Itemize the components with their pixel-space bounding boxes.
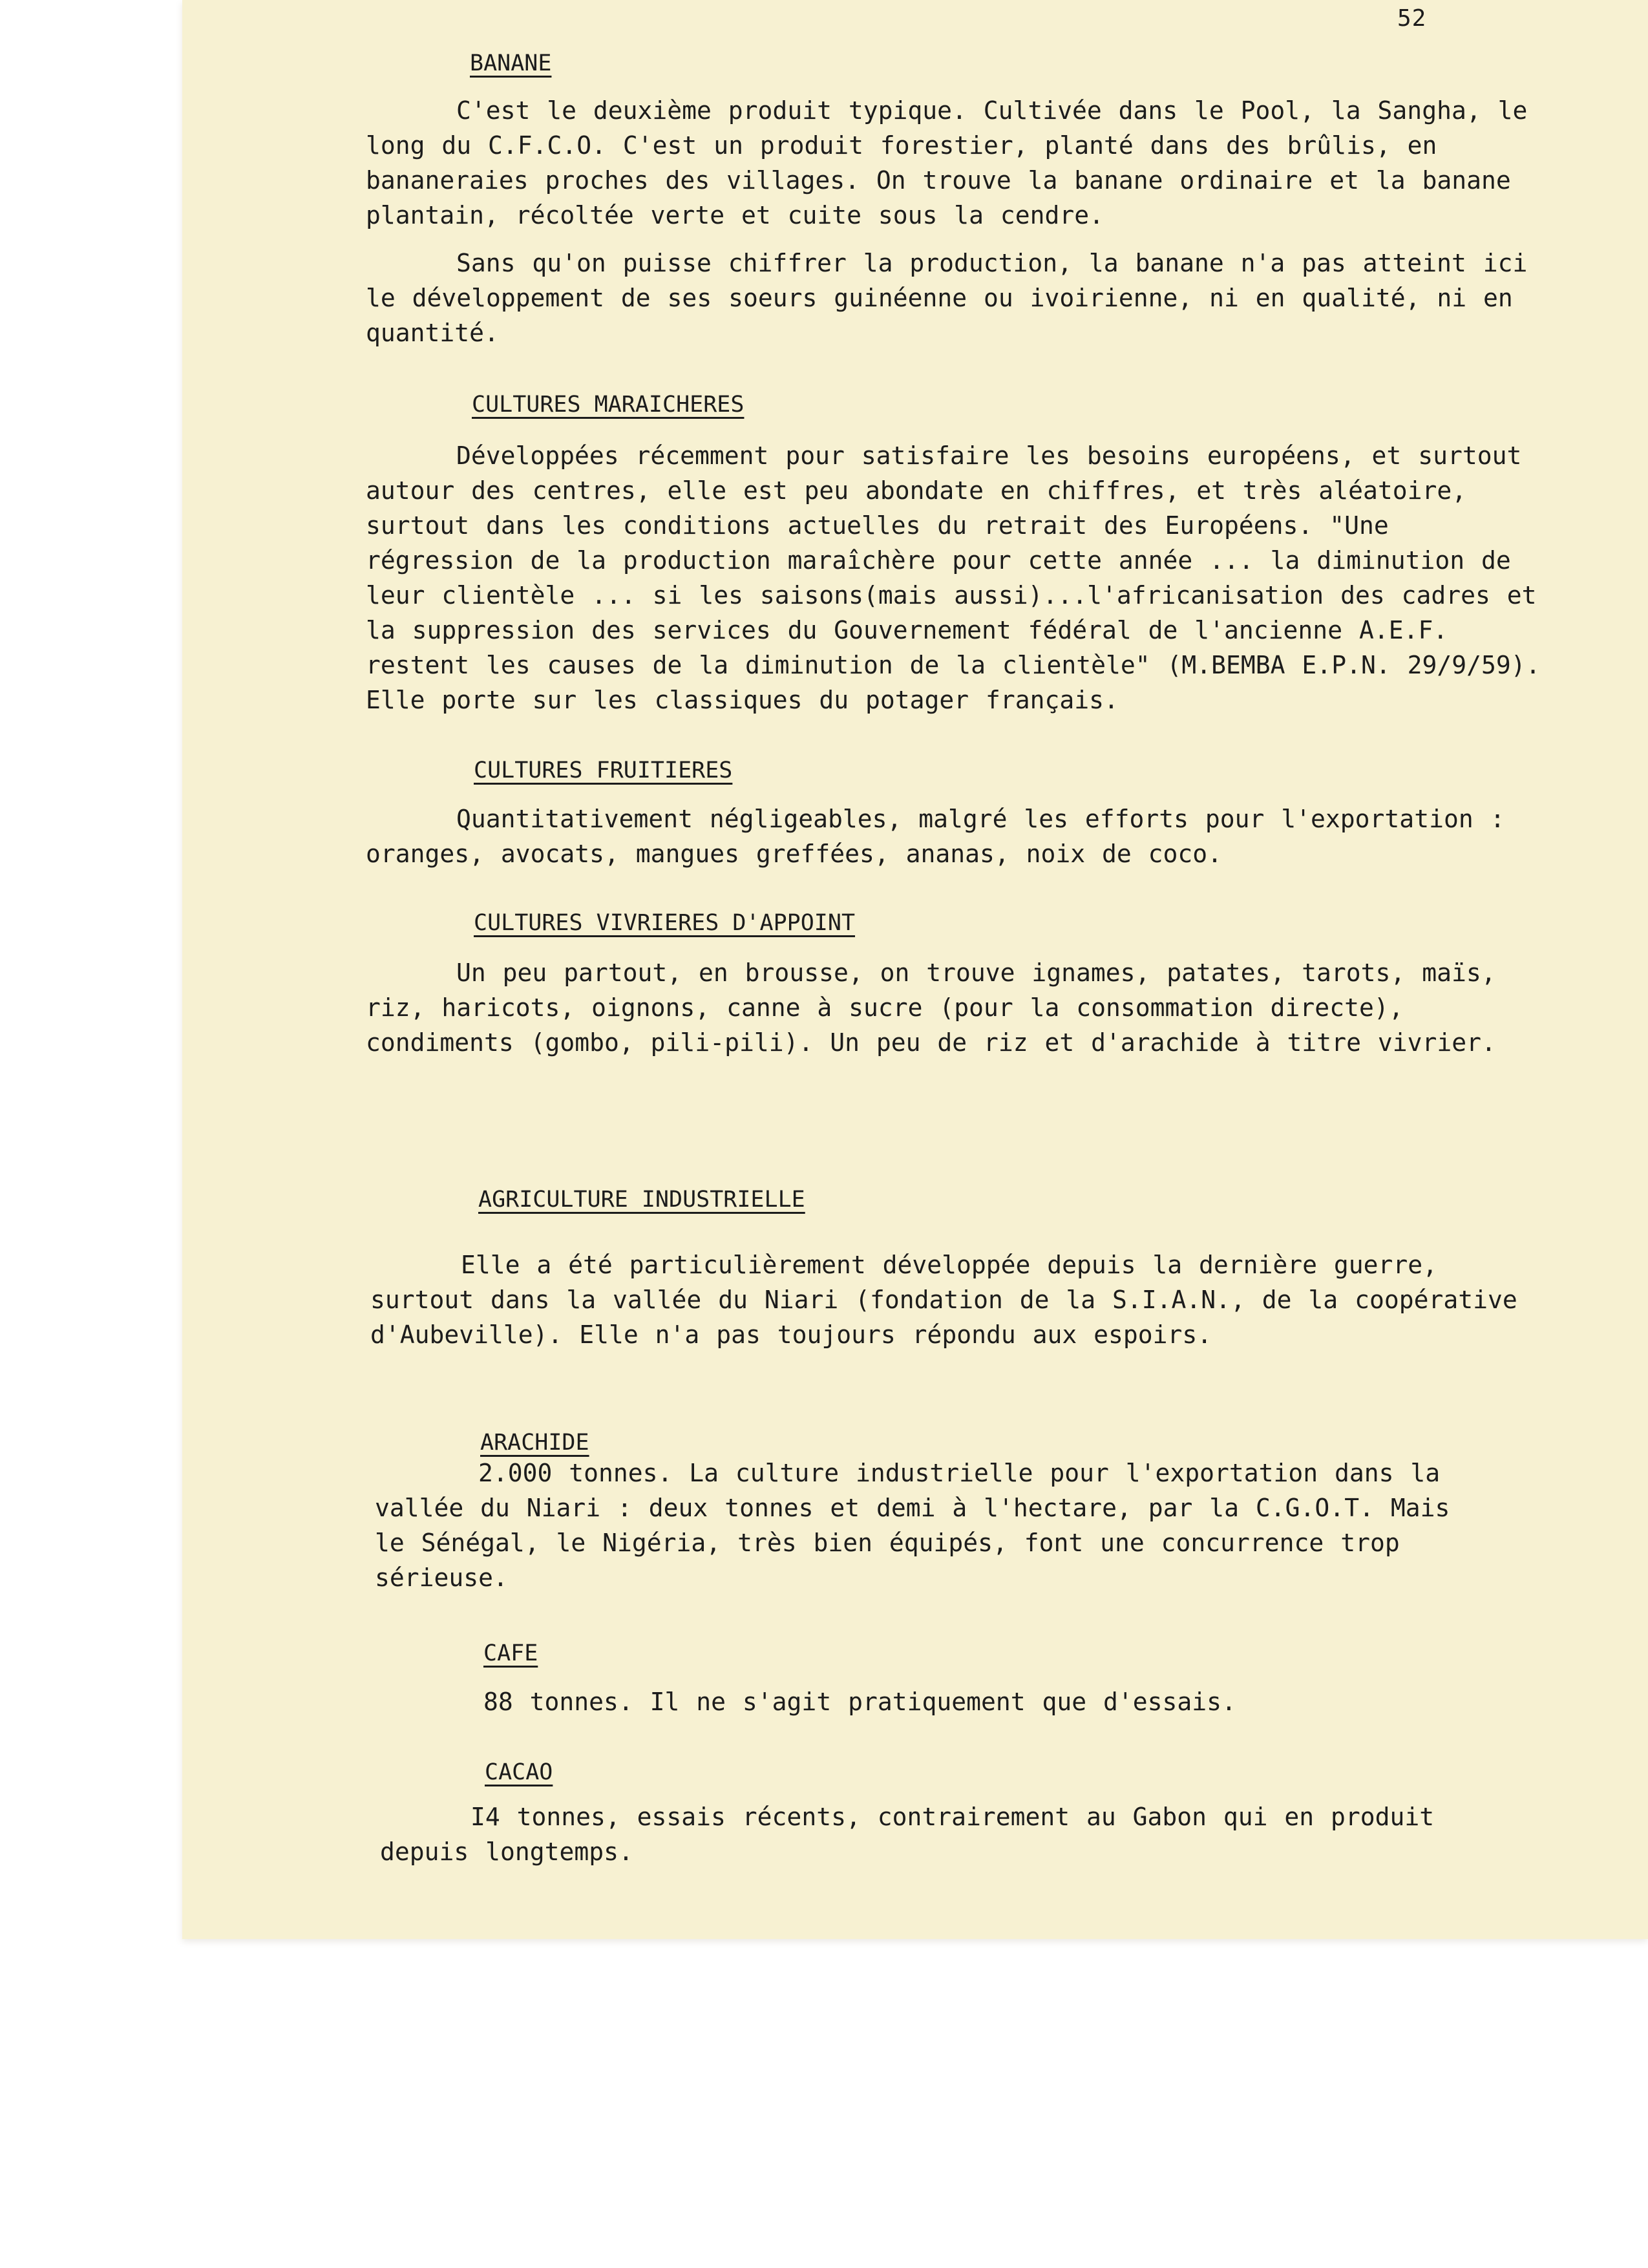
- heading-cultures-vivrieres: CULTURES VIVRIERES D'APPOINT: [474, 910, 856, 936]
- heading-agriculture-industrielle: AGRICULTURE INDUSTRIELLE: [478, 1187, 805, 1213]
- heading-cacao: CACAO: [485, 1759, 553, 1785]
- paragraph-maraicheres: Développées récemment pour satisfaire les besoins européens, et surtout autour des centres, elle est peu abondate en chiffres, et très aléatoire, surtout dans les conditions actuelles du retrait des Européens. "Une régression de la production maraîchère pour cette année ... la diminution de leur clientèle ... si les saisons(mais aussi)...l'africanisation des cadres et la suppression des services du Gouvernement fédéral de l'ancienne A.E.F. restent les causes de la diminution de la clientèle" (M.BEMBA E.P.N. 29/9/59). Elle porte sur les classiques du potager français.: [366, 441, 1541, 714]
- paragraph-industrielle: Elle a été particulièrement développée depuis la dernière guerre, surtout dans la vallée du Niari (fondation de la S.I.A.N., de la coopérative d'Aubeville). Elle n'a pas toujours répondu aux espoirs.: [370, 1251, 1517, 1349]
- heading-cultures-maraicheres: CULTURES MARAICHERES: [472, 392, 745, 418]
- paragraph-cacao: I4 tonnes, essais récents, contrairement au Gabon qui en produit depuis longtemps.: [380, 1803, 1435, 1866]
- paragraph-banane-1: C'est le deuxième produit typique. Cultivée dans le Pool, la Sangha, le long du C.F.C.O. C'est un produit forestier, planté dans des brûlis, en bananeraies proches des villages. On trouve la banane ordinaire et la banane plantain, récoltée verte et cuite sous la cendre.: [366, 96, 1528, 229]
- page-number: 52: [1397, 5, 1427, 32]
- paragraph-arachide: 2.000 tonnes. La culture industrielle pour l'exportation dans la vallée du Niari : deux tonnes et demi à l'hectare, par la C.G.O.T. Mais le Sénégal, le Nigéria, très bien équipés, font une concurrence trop sérieuse.: [375, 1459, 1450, 1592]
- paragraph-banane-2: Sans qu'on puisse chiffrer la production, la banane n'a pas atteint ici le développement de ses soeurs guinéenne ou ivoirienne, ni en qualité, ni en quantité.: [366, 249, 1528, 347]
- paragraph-fruitieres: Quantitativement négligeables, malgré les efforts pour l'exportation : oranges, avocats, mangues greffées, ananas, noix de coco.: [366, 805, 1505, 868]
- heading-cultures-fruitieres: CULTURES FRUITIERES: [474, 758, 733, 783]
- heading-arachide: ARACHIDE: [480, 1430, 589, 1456]
- heading-cafe: CAFE: [483, 1640, 538, 1666]
- paragraph-cafe: 88 tonnes. Il ne s'agit pratiquement que d'essais.: [483, 1688, 1236, 1716]
- heading-banane: BANANE: [470, 50, 552, 76]
- paragraph-vivrieres: Un peu partout, en brousse, on trouve ignames, patates, tarots, maïs, riz, haricots, oignons, canne à sucre (pour la consommation directe), condiments (gombo, pili-pili). Un peu de riz et d'arachide à titre vivrier.: [366, 959, 1496, 1057]
